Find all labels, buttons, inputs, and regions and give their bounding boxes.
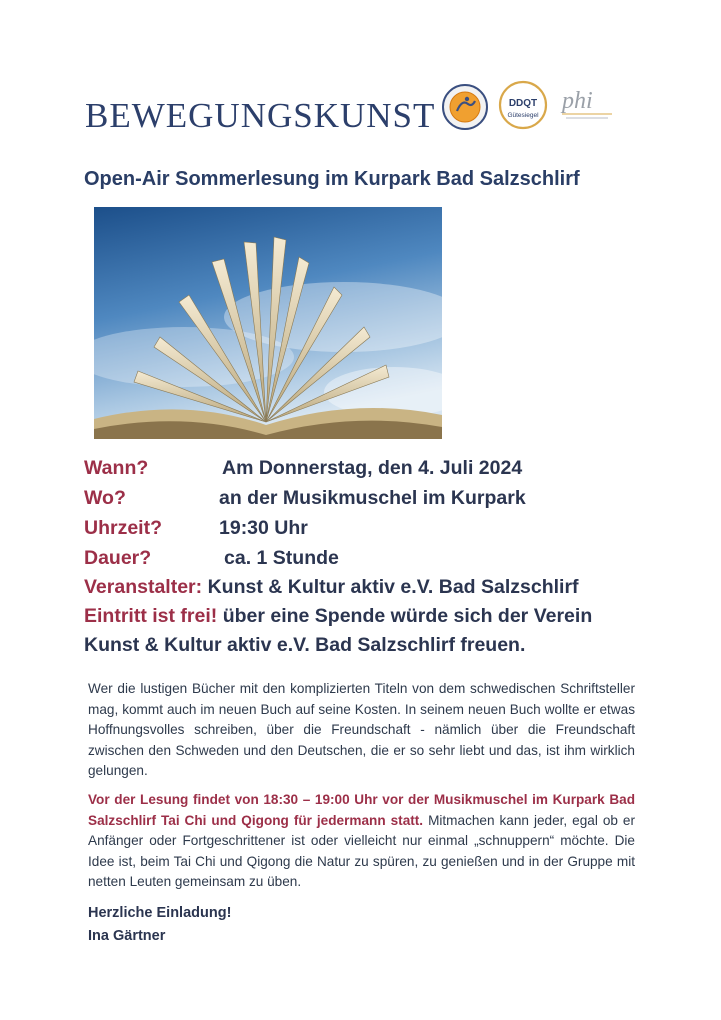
time-value: 19:30 Uhr (219, 517, 308, 539)
phi-logo (556, 84, 616, 124)
duration-value: ca. 1 Stunde (224, 547, 339, 569)
brand-title: BEWEGUNGSKUNST (85, 96, 436, 135)
entry-value-line1: über eine Spende würde sich der Verein (222, 605, 593, 627)
organizer-label: Veranstalter: (84, 576, 203, 598)
ddqt-seal-logo (498, 80, 548, 130)
event-subtitle: Open-Air Sommerlesung im Kurpark Bad Salzschlirf (84, 168, 580, 190)
taichi-highlight: Vor der Lesung findet von 18:30 – 19:00 Uhr vor der Musikmuschel im Kurpark Bad Salzschlirf (88, 792, 635, 828)
time-label: Uhrzeit? (84, 517, 162, 539)
where-value: an der Musikmuschel im Kurpark (219, 487, 526, 509)
signature-name: Ina Gärtner (88, 928, 166, 944)
phi-logo-text: phi (562, 88, 593, 114)
entry-value-line2: Kunst & Kultur aktiv e.V. Bad Salzschlirf freuen. (84, 634, 526, 656)
description-paragraph: Wer die lustigen Bücher mit den komplizierten Titeln von dem schwedischen Schriftsteller mag, kommt auch im neuen Buch auf seine Kosten. In seinem neuen Buch wollte er etwas Hoffnungsvolles schreiben, über die Freundschaft - nämlich über die Freundschaft zwischen den Schweden und den Deutschen, die er so sehr liebt und das, ist ihm wirklich gelungen. (88, 681, 635, 779)
open-book-photo (94, 207, 442, 439)
row-organizer (84, 576, 579, 599)
closing (88, 902, 231, 948)
row-entry-cont (84, 634, 525, 657)
ddqt-sublabel: Gütesiegel (507, 112, 539, 119)
row-duration (84, 547, 339, 570)
organizer-value: Kunst & Kultur aktiv e.V. Bad Salzschlirf (207, 576, 579, 598)
when-label: Wann? (84, 457, 149, 479)
row-when (84, 457, 523, 480)
row-time (84, 517, 308, 540)
row-where (84, 487, 526, 510)
ddqt-label: DDQT (508, 98, 538, 109)
greeting-text: Herzliche Einladung! (88, 905, 232, 921)
taichi-paragraph (88, 790, 635, 893)
row-entry (84, 605, 592, 628)
where-label: Wo? (84, 487, 126, 509)
duration-label: Dauer? (84, 547, 152, 569)
taichi-bold: Tai Chi und Qigong für jedermann statt. (160, 812, 424, 828)
club-seal-logo (442, 84, 488, 130)
when-value: Am Donnerstag, den 4. Juli 2024 (222, 457, 523, 479)
entry-label: Eintritt ist frei! (84, 605, 218, 627)
taichi-rest: Mitmachen kann jeder, egal ob er Anfänger oder Fortgeschrittener ist oder vielleicht nur einmal „schnuppern“ möchte. Die Idee ist, beim Tai Chi und Qigong die Natur zu spüren, zu genießen und in der Gruppe mit netten Leuten gemeinsam zu üben. (88, 812, 635, 890)
